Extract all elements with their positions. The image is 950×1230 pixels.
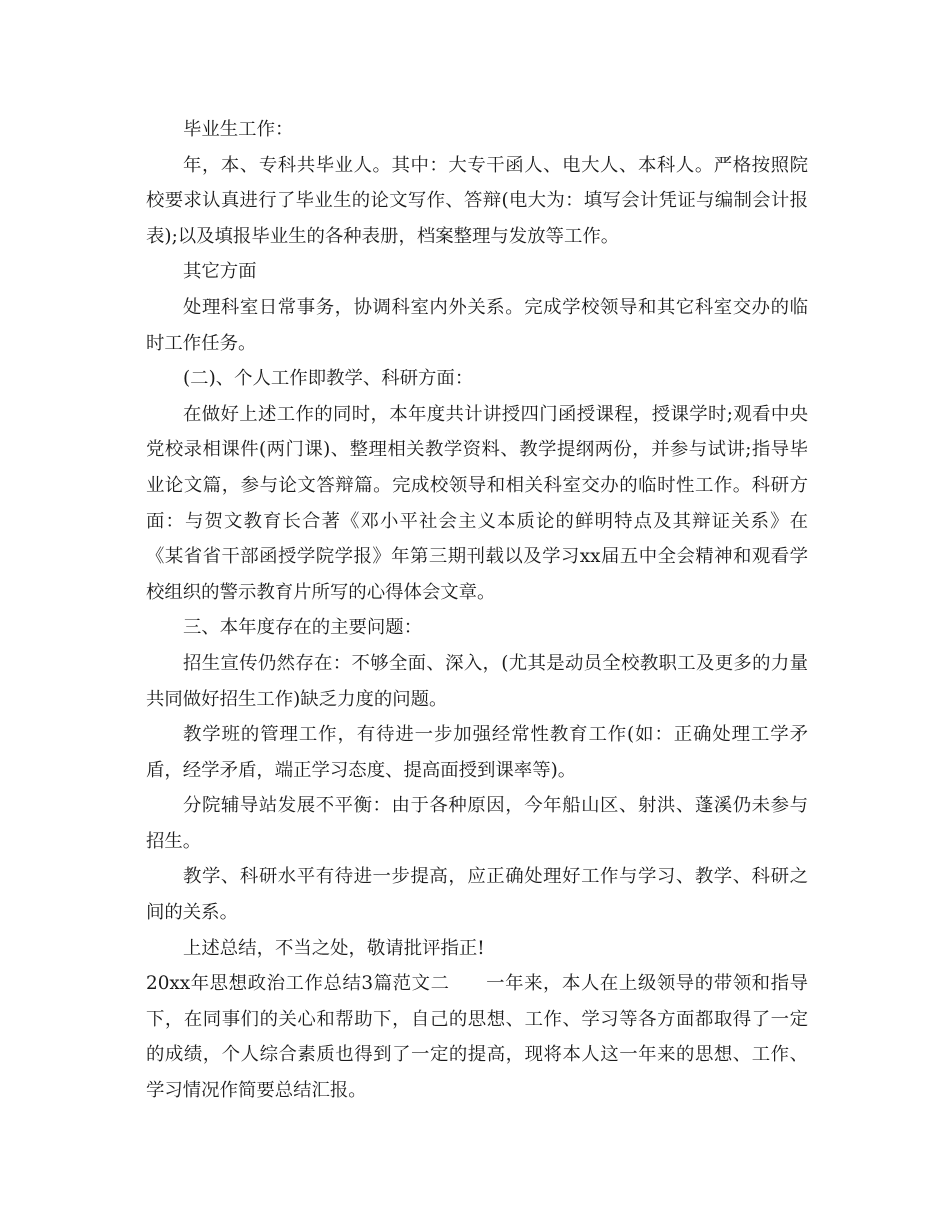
paragraph-other-work: 处理科室日常事务，协调科室内外关系。完成学校领导和其它科室交办的临时工作任务。 — [146, 296, 808, 354]
paragraph-problem-recruitment: 招生宣传仍然存在：不够全面、深入，(尤其是动员全校教职工及更多的力量共同做好招生工作)缺乏力度的问题。 — [146, 652, 808, 710]
paragraph-problem-research: 教学、科研水平有待进一步提高，应正确处理好工作与学习、教学、科研之间的关系。 — [146, 866, 808, 924]
paragraph-personal-heading: (二)、个人工作即教学、科研方面： — [183, 368, 474, 390]
paragraph-problem-class-management: 教学班的管理工作，有待进一步加强经常性教育工作(如：正确处理工学矛盾，经学矛盾，端正学习态度、提高面授到课率等)。 — [146, 724, 808, 781]
paragraph-closing: 上述总结，不当之处，敬请批评指正! — [183, 937, 485, 959]
paragraph-graduate-work: 年，本、专科共毕业人。其中：大专干函人、电大人、本科人。严格按照院校要求认真进行了毕业生的论文写作、答辩(电大为：填写会计凭证与编制会计报表);以及填报毕业生的各种表册，档案整理与发放等工作。 — [146, 154, 808, 247]
paragraph-graduate-heading: 毕业生工作： — [183, 119, 294, 140]
paragraph-problem-branches: 分院辅导站发展不平衡：由于各种原因，今年船山区、射洪、蓬溪仍未参与招生。 — [146, 795, 808, 852]
paragraph-second-article — [146, 966, 808, 1108]
document-body — [146, 112, 808, 1109]
paragraph-personal-work: 在做好上述工作的同时，本年度共计讲授四门函授课程，授课学时;观看中央党校录相课件(两门课)、整理相关教学资料、教学提纲两份，并参与试讲;指导毕业论文篇，参与论文答辩篇。完成校领导和相关科室交办的临时性工作。科研方面：与贺文教育长合著《邓小平社会主义本质论的鲜明特点及其辩证关系》在《某省省干部函授学院学报》年第三期刊载以及学习xx届五中全会精神和观看学校组织的警示教育片所写的心得体会文章。 — [146, 403, 808, 603]
paragraph-problems-heading: 三、本年度存在的主要问题： — [183, 617, 423, 639]
paragraph-other-heading: 其它方面 — [183, 261, 257, 283]
article-title: 20xx年思想政治工作总结3篇范文二 — [146, 973, 450, 995]
article-intro: 一年来，本人在上级领导的带领和指导下，在同事们的关心和帮助下，自己的思想、工作、学习等各方面都取得了一定的成绩，个人综合素质也得到了一定的提高，现将本人这一年来的思想、工作、学习情况作简要总结汇报。 — [146, 973, 808, 1102]
